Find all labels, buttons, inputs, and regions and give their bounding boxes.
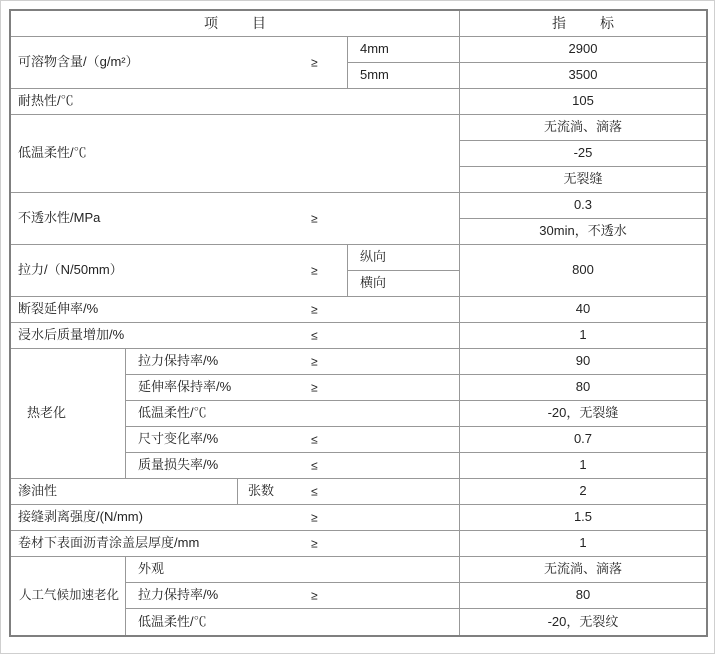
seam-peel-label-cell	[11, 505, 460, 531]
thickness-4mm-label: 4mm	[360, 41, 389, 57]
thickness-5mm-label: 5mm	[360, 67, 389, 83]
elongation-label-cell	[11, 297, 460, 323]
thickness-4mm-label-cell	[348, 37, 460, 63]
tensile-longitudinal-label: 纵向	[360, 249, 387, 265]
bottom-coating-label: 卷材下表面沥青涂盖层厚度/mm	[18, 535, 200, 551]
soluble-5mm-value: 3500	[568, 67, 598, 83]
impermeability-label-cell	[11, 193, 460, 245]
soluble-4mm-value: 2900	[568, 41, 598, 57]
tensile-longitudinal-label-cell	[348, 245, 460, 271]
heat-aging-low-temp-flex-label-cell	[126, 401, 460, 427]
impermeability-value-2: 30min，不透水	[539, 223, 627, 239]
ge-symbol: ≥	[311, 587, 318, 602]
heat-aging-elongation-retention-label: 延伸率保持率/%	[138, 379, 232, 395]
heat-aging-elongation-retention-label-cell	[126, 375, 460, 401]
le-symbol: ≤	[311, 327, 318, 342]
heat-aging-mass-loss-label: 质量损失率/%	[138, 457, 219, 473]
weathering-appearance-value: 无流淌、滴落	[543, 561, 622, 577]
heat-aging-dimension-change-label-cell	[126, 427, 460, 453]
impermeability-value-cell	[460, 193, 706, 219]
soluble-4mm-value-cell	[460, 37, 706, 63]
water-mass-gain-label: 浸水后质量增加/%	[18, 327, 125, 343]
bottom-coating-value: 1	[579, 535, 587, 551]
soluble-5mm-value-cell	[460, 63, 706, 89]
oil-penetration-value: 2	[579, 483, 587, 499]
heat-resistance-value: 105	[572, 93, 594, 109]
ge-symbol: ≥	[311, 379, 318, 394]
impermeability-label: 不透水性/MPa	[18, 210, 101, 226]
weathering-group-label: 人工气候加速老化	[19, 588, 120, 603]
heat-aging-elongation-retention-value-cell	[460, 375, 706, 401]
heat-aging-mass-loss-value-cell	[460, 453, 706, 479]
ge-symbol: ≥	[311, 301, 318, 316]
low-temp-flex-value-2: -25	[573, 145, 593, 161]
heat-aging-low-temp-flex-value-cell	[460, 401, 706, 427]
tensile-label: 拉力/（N/50mm）	[18, 262, 123, 278]
ge-symbol: ≥	[311, 210, 318, 225]
bottom-coating-value-cell	[460, 531, 706, 557]
soluble-content-label-cell	[11, 37, 348, 89]
column-header-item-text: 项 目	[204, 14, 276, 31]
weathering-low-temp-flex-label-cell	[126, 609, 460, 635]
elongation-value-cell	[460, 297, 706, 323]
le-symbol: ≤	[311, 431, 318, 446]
weathering-low-temp-flex-label: 低温柔性/℃	[138, 613, 207, 629]
heat-aging-tensile-retention-value-cell	[460, 349, 706, 375]
low-temp-flex-label-cell	[11, 115, 460, 193]
heat-aging-mass-loss-value: 1	[579, 457, 587, 473]
weathering-group-label-cell	[11, 557, 126, 635]
soluble-content-label: 可溶物含量/（g/m²）	[18, 54, 139, 70]
heat-aging-elongation-retention-value: 80	[575, 379, 591, 395]
oil-penetration-sheets-label-cell	[238, 479, 460, 505]
low-temp-flex-value-cell	[460, 115, 706, 141]
oil-penetration-label-cell	[11, 479, 238, 505]
elongation-value: 40	[575, 301, 591, 317]
ge-symbol: ≥	[311, 509, 318, 524]
heat-resistance-label-cell	[11, 89, 460, 115]
low-temp-flex-label: 低温柔性/℃	[18, 145, 87, 161]
column-header-indicator-text: 指 标	[552, 14, 624, 31]
ge-symbol: ≥	[311, 262, 318, 277]
elongation-label: 断裂延伸率/%	[18, 301, 99, 317]
weathering-tensile-retention-label: 拉力保持率/%	[138, 587, 219, 603]
bottom-coating-label-cell	[11, 531, 460, 557]
oil-penetration-label: 渗油性	[18, 483, 58, 499]
le-symbol: ≤	[311, 457, 318, 472]
heat-aging-dimension-change-value: 0.7	[573, 431, 593, 447]
tensile-label-cell	[11, 245, 348, 297]
heat-aging-dimension-change-value-cell	[460, 427, 706, 453]
weathering-tensile-retention-label-cell	[126, 583, 460, 609]
low-temp-flex-value-cell	[460, 167, 706, 193]
column-header-item	[11, 11, 460, 37]
heat-aging-tensile-retention-label-cell	[126, 349, 460, 375]
weathering-appearance-label-cell	[126, 557, 460, 583]
heat-resistance-label: 耐热性/℃	[18, 93, 74, 109]
oil-penetration-sheets-label: 张数	[248, 483, 275, 499]
seam-peel-value-cell	[460, 505, 706, 531]
low-temp-flex-value-1: 无流淌、滴落	[543, 119, 622, 135]
weathering-appearance-value-cell	[460, 557, 706, 583]
heat-aging-mass-loss-label-cell	[126, 453, 460, 479]
weathering-tensile-retention-value-cell	[460, 583, 706, 609]
tensile-transverse-label: 横向	[360, 275, 387, 291]
heat-aging-tensile-retention-label: 拉力保持率/%	[138, 353, 219, 369]
ge-symbol: ≥	[311, 54, 318, 69]
heat-aging-group-label-cell	[11, 349, 126, 479]
water-mass-gain-label-cell	[11, 323, 460, 349]
heat-aging-group-label: 热老化	[27, 405, 67, 421]
tensile-value-cell	[460, 245, 706, 297]
ge-symbol: ≥	[311, 353, 318, 368]
impermeability-value-cell	[460, 219, 706, 245]
water-mass-gain-value-cell	[460, 323, 706, 349]
heat-aging-tensile-retention-value: 90	[575, 353, 591, 369]
water-mass-gain-value: 1	[579, 327, 587, 343]
weathering-low-temp-flex-value-cell	[460, 609, 706, 635]
weathering-low-temp-flex-value: -20，无裂纹	[547, 613, 619, 629]
impermeability-value-1: 0.3	[573, 197, 593, 213]
tensile-transverse-label-cell	[348, 271, 460, 297]
heat-aging-low-temp-flex-label: 低温柔性/℃	[138, 405, 207, 421]
ge-symbol: ≥	[311, 535, 318, 550]
heat-aging-low-temp-flex-value: -20，无裂缝	[547, 405, 619, 421]
le-symbol: ≤	[311, 483, 318, 498]
thickness-5mm-label-cell	[348, 63, 460, 89]
low-temp-flex-value-cell	[460, 141, 706, 167]
oil-penetration-value-cell	[460, 479, 706, 505]
low-temp-flex-value-3: 无裂缝	[563, 171, 603, 187]
heat-aging-dimension-change-label: 尺寸变化率/%	[138, 431, 219, 447]
heat-resistance-value-cell	[460, 89, 706, 115]
tensile-value: 800	[572, 262, 594, 278]
seam-peel-label: 接缝剥离强度/(N/mm)	[18, 509, 143, 525]
weathering-tensile-retention-value: 80	[575, 587, 591, 603]
spec-table	[9, 9, 708, 637]
weathering-appearance-label: 外观	[138, 561, 165, 577]
column-header-indicator	[460, 11, 706, 37]
seam-peel-value: 1.5	[573, 509, 593, 525]
